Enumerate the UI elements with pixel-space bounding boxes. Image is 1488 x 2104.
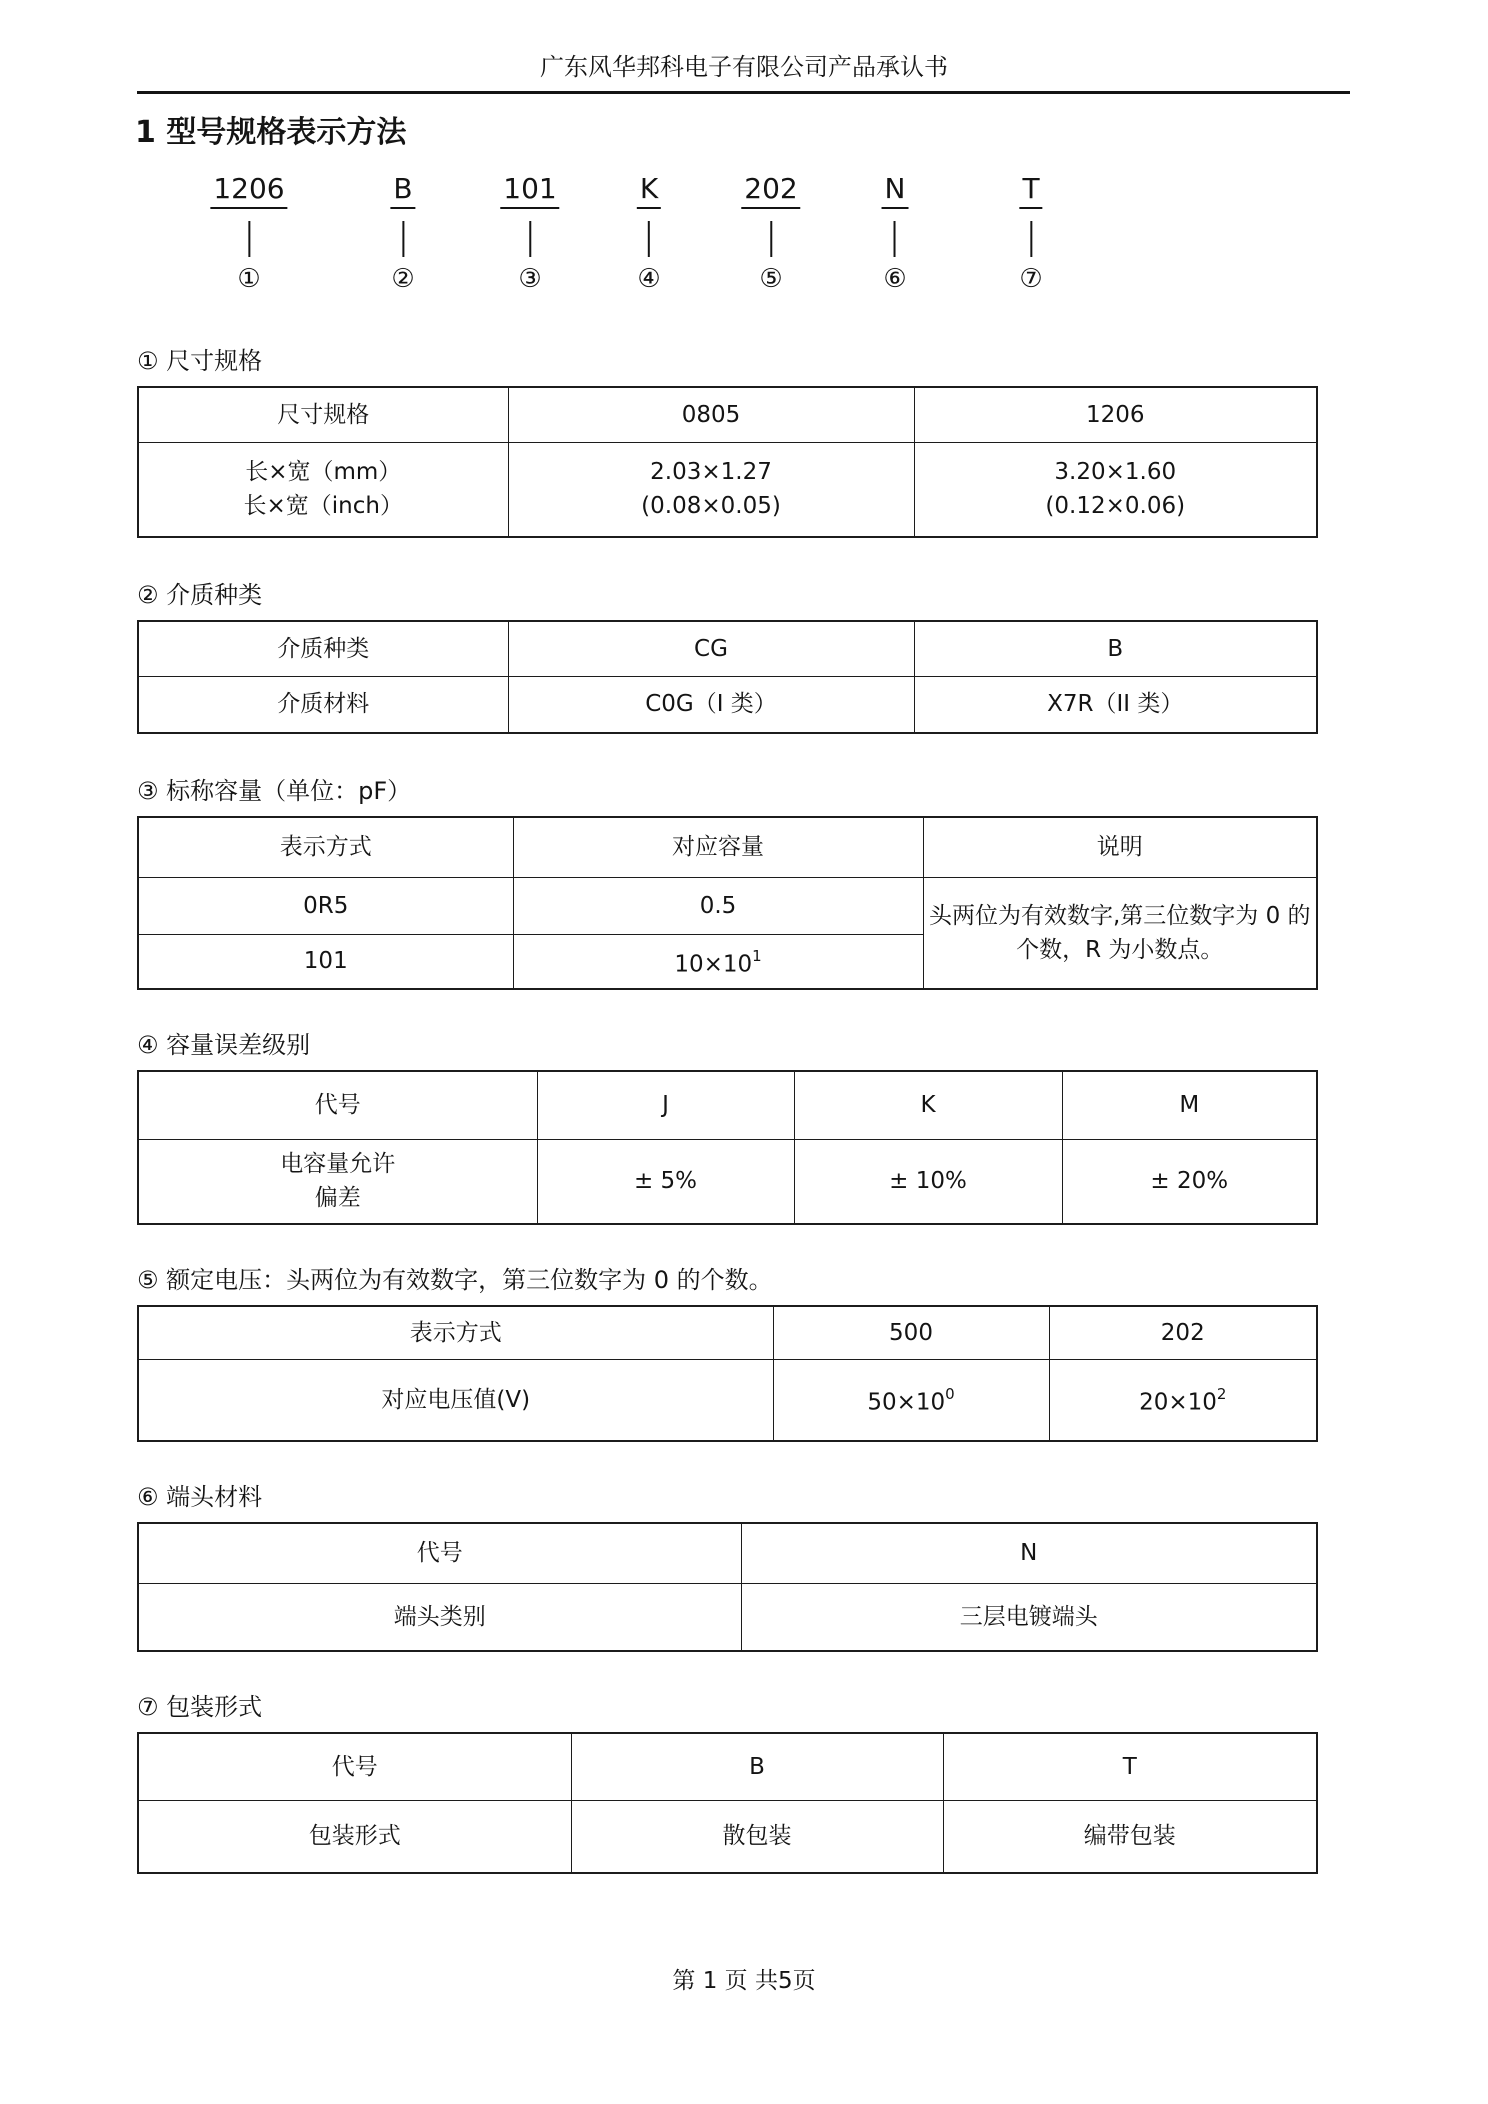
table-cell xyxy=(138,1139,537,1224)
table-row xyxy=(138,442,1317,537)
model-part-value: 1206 xyxy=(210,172,287,209)
table-cell: 介质材料 xyxy=(138,676,508,733)
table-cell: X7R（II 类） xyxy=(914,676,1317,733)
section-packaging xyxy=(137,1692,1318,1874)
section-heading: ② 介质种类 xyxy=(137,581,263,609)
table-cell xyxy=(1049,1359,1317,1441)
connector-line xyxy=(248,221,250,257)
model-part-value: 202 xyxy=(741,172,800,209)
cell-line: 2.03×1.27 xyxy=(650,459,772,486)
table-cell: J xyxy=(537,1071,794,1139)
section-heading: ⑥ 端头材料 xyxy=(137,1483,263,1511)
table-cell: 101 xyxy=(138,934,513,989)
connector-line xyxy=(1030,221,1032,257)
page-number-footer: 第 1 页 共5页 xyxy=(672,1968,816,1994)
model-part-index: ② xyxy=(391,264,415,294)
table-cell: 1206 xyxy=(914,387,1317,442)
model-part xyxy=(637,172,661,294)
table-cell xyxy=(508,442,914,537)
capacity-table xyxy=(137,816,1318,990)
table-row xyxy=(138,1800,1317,1873)
model-part xyxy=(500,172,559,294)
model-part-index: ⑥ xyxy=(883,264,907,294)
page-header xyxy=(0,52,1488,94)
packaging-table xyxy=(137,1732,1318,1874)
table-cell: 对应容量 xyxy=(513,817,923,877)
table-cell: B xyxy=(914,621,1317,676)
table-cell: 端头类别 xyxy=(138,1583,741,1651)
table-cell: 对应电压值(V) xyxy=(138,1359,773,1441)
section-heading: ③ 标称容量（单位：pF） xyxy=(137,777,412,805)
table-cell: 表示方式 xyxy=(138,1306,773,1359)
table-cell: 三层电镀端头 xyxy=(741,1583,1317,1651)
size-spec-table xyxy=(137,386,1318,538)
table-row xyxy=(138,1523,1317,1583)
table-cell: M xyxy=(1062,1071,1317,1139)
table-row xyxy=(138,676,1317,733)
header-title: 广东风华邦科电子有限公司产品承认书 xyxy=(540,53,948,81)
table-row xyxy=(138,1139,1317,1224)
table-row xyxy=(138,1306,1317,1359)
table-cell: 202 xyxy=(1049,1306,1317,1359)
dielectric-table xyxy=(137,620,1318,734)
table-cell: 0R5 xyxy=(138,877,513,934)
model-part-value: T xyxy=(1019,172,1042,209)
table-cell xyxy=(773,1359,1049,1441)
table-cell xyxy=(138,442,508,537)
cell-line: (0.12×0.06) xyxy=(1045,493,1186,520)
table-cell: C0G（I 类） xyxy=(508,676,914,733)
table-cell: CG xyxy=(508,621,914,676)
table-cell: 代号 xyxy=(138,1071,537,1139)
table-cell: ± 20% xyxy=(1062,1139,1317,1224)
connector-line xyxy=(402,221,404,257)
table-row xyxy=(138,1359,1317,1441)
model-part-index: ⑦ xyxy=(1019,264,1043,294)
section-heading: ① 尺寸规格 xyxy=(137,347,263,375)
table-row xyxy=(138,1071,1317,1139)
table-cell: 散包装 xyxy=(571,1800,943,1873)
table-cell: 尺寸规格 xyxy=(138,387,508,442)
connector-line xyxy=(894,221,896,257)
model-part xyxy=(390,172,415,294)
value-base: 10×10 xyxy=(674,951,753,978)
cell-line: 偏差 xyxy=(314,1185,361,1212)
table-cell: 说明 xyxy=(923,817,1317,877)
table-row xyxy=(138,1583,1317,1651)
section-heading: ⑦ 包装形式 xyxy=(137,1693,263,1721)
cell-line: 长×宽（mm） xyxy=(245,459,402,486)
value-base: 20×10 xyxy=(1139,1390,1217,1417)
cell-line: 3.20×1.60 xyxy=(1054,459,1177,486)
value-exponent: 0 xyxy=(945,1385,955,1404)
value-exponent: 2 xyxy=(1216,1385,1227,1404)
cell-line: (0.08×0.05) xyxy=(641,493,781,520)
model-part-value: N xyxy=(882,172,909,209)
value-exponent: 1 xyxy=(752,946,762,965)
model-part-index: ⑤ xyxy=(759,264,783,294)
table-cell: ± 5% xyxy=(537,1139,794,1224)
tolerance-table xyxy=(137,1070,1318,1225)
table-cell: 代号 xyxy=(138,1733,571,1800)
section-heading: ⑤ 额定电压：头两位为有效数字，第三位数字为 0 的个数。 xyxy=(137,1266,773,1294)
table-cell xyxy=(914,442,1317,537)
model-part-value: 101 xyxy=(500,172,559,209)
table-cell: T xyxy=(943,1733,1317,1800)
connector-line xyxy=(648,221,650,257)
section-size-spec xyxy=(137,346,1318,538)
connector-line xyxy=(770,221,772,257)
cell-line: 长×宽（inch） xyxy=(243,493,403,520)
section-tolerance xyxy=(137,1030,1318,1225)
document-title: 1 型号规格表示方法 xyxy=(135,115,407,150)
table-cell: 0805 xyxy=(508,387,914,442)
table-cell: ± 10% xyxy=(794,1139,1062,1224)
value-base: 50×10 xyxy=(867,1390,946,1417)
model-part-value: K xyxy=(637,172,661,209)
capacity-note-cell: 头两位为有效数字,第三位数字为 0 的个数，R 为小数点。 xyxy=(923,877,1317,989)
section-capacity xyxy=(137,776,1318,990)
table-row xyxy=(138,1733,1317,1800)
table-cell: B xyxy=(571,1733,943,1800)
model-part-index: ③ xyxy=(518,264,542,294)
table-cell: 0.5 xyxy=(513,877,923,934)
table-cell: 包装形式 xyxy=(138,1800,571,1873)
table-cell: N xyxy=(741,1523,1317,1583)
model-part xyxy=(210,172,287,294)
table-cell: 介质种类 xyxy=(138,621,508,676)
section-voltage xyxy=(137,1265,1318,1442)
voltage-table xyxy=(137,1305,1318,1442)
table-cell: 表示方式 xyxy=(138,817,513,877)
model-part xyxy=(1019,172,1042,294)
cell-line: 电容量允许 xyxy=(280,1151,396,1178)
table-cell: 500 xyxy=(773,1306,1049,1359)
header-rule xyxy=(137,91,1350,94)
model-part-index: ④ xyxy=(637,264,661,294)
section-heading: ④ 容量误差级别 xyxy=(137,1031,311,1059)
table-cell: K xyxy=(794,1071,1062,1139)
terminal-table xyxy=(137,1522,1318,1652)
model-part xyxy=(741,172,800,294)
table-cell xyxy=(513,934,923,989)
model-part xyxy=(882,172,909,294)
model-part-value: B xyxy=(390,172,415,209)
table-row xyxy=(138,387,1317,442)
table-row xyxy=(138,817,1317,877)
model-code-diagram xyxy=(0,172,1488,300)
section-terminal xyxy=(137,1482,1318,1652)
model-part-index: ① xyxy=(237,264,261,294)
table-row xyxy=(138,877,1317,934)
table-row xyxy=(138,621,1317,676)
table-cell: 代号 xyxy=(138,1523,741,1583)
connector-line xyxy=(529,221,531,257)
table-cell: 编带包装 xyxy=(943,1800,1317,1873)
section-dielectric xyxy=(137,580,1318,734)
